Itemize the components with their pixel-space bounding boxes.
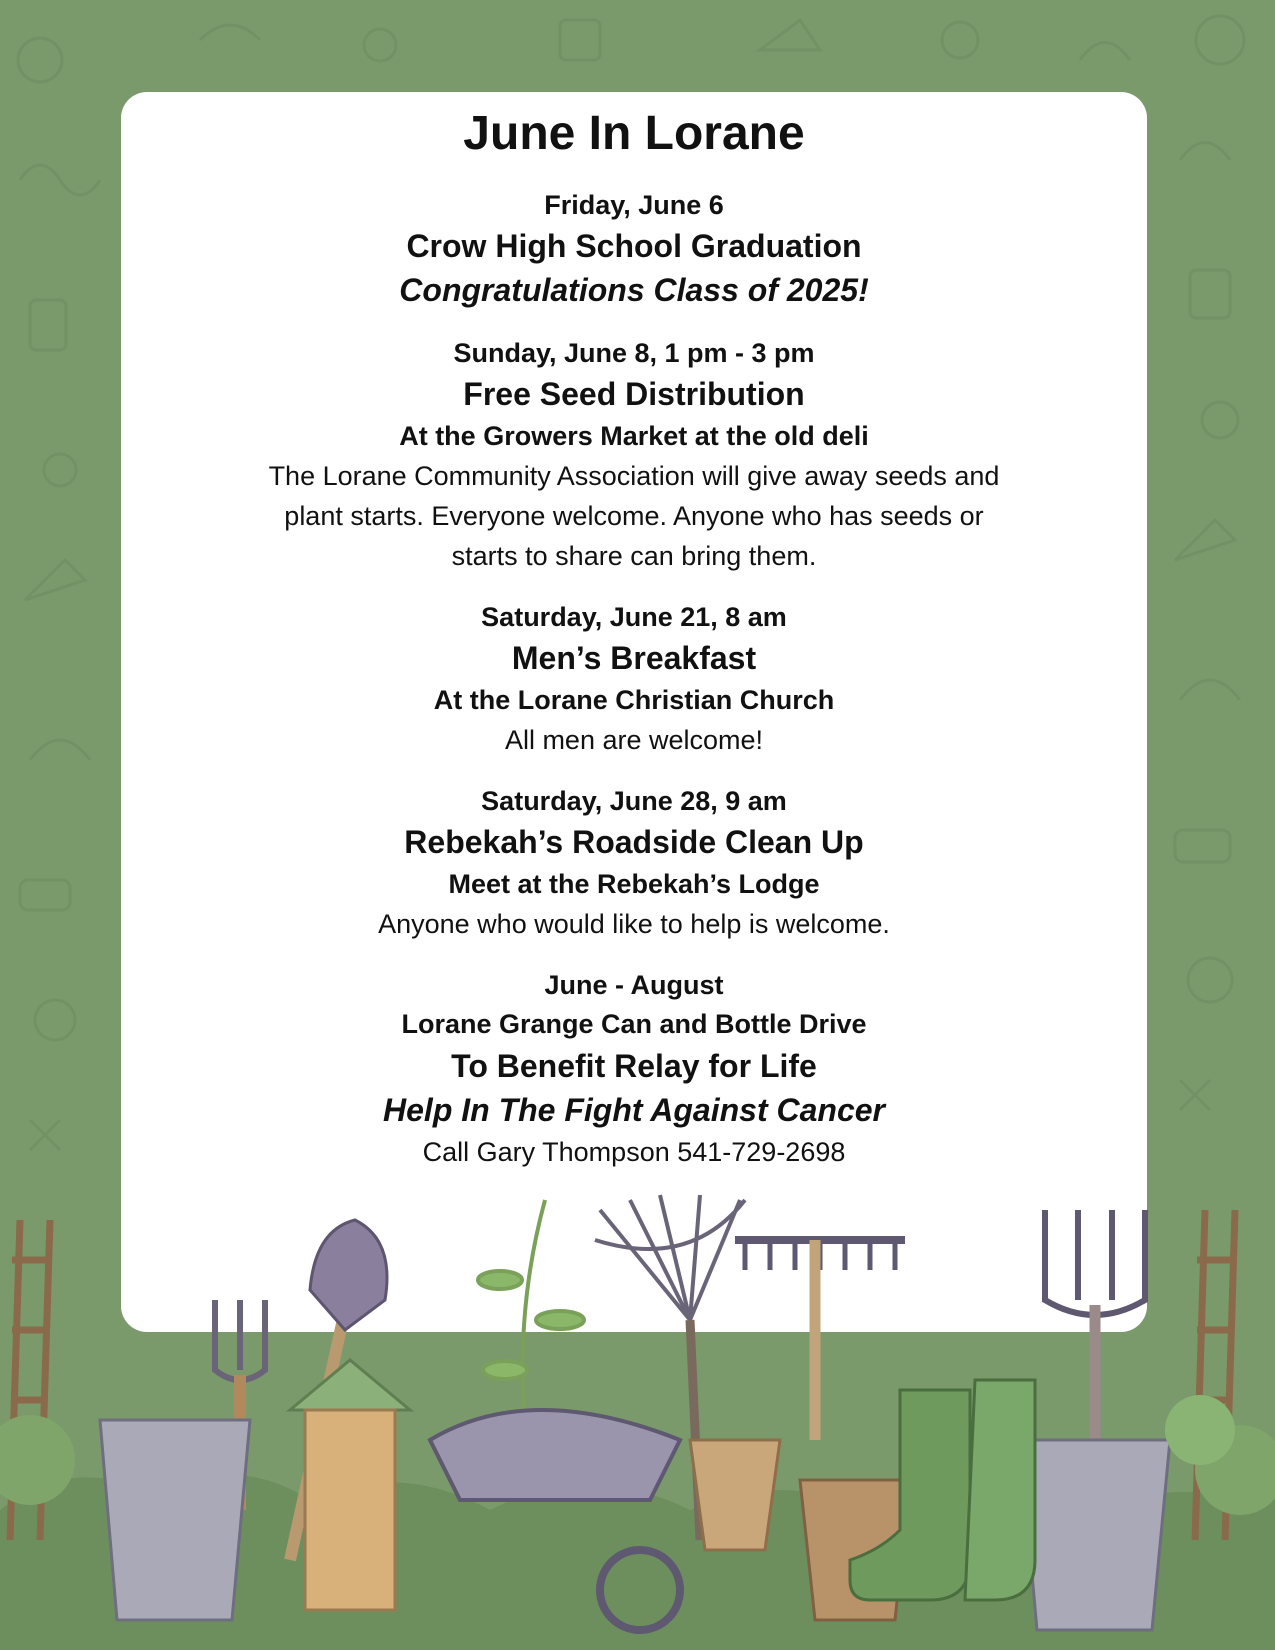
event-date: Saturday, June 28, 9 am	[481, 786, 787, 816]
page-title: June In Lorane	[463, 107, 805, 160]
event-mens-breakfast	[121, 598, 1147, 760]
event-roadside-cleanup	[121, 782, 1147, 944]
event-date: Saturday, June 21, 8 am	[481, 602, 787, 632]
event-date: Sunday, June 8, 1 pm - 3 pm	[453, 338, 815, 368]
event-name: Men’s Breakfast	[511, 640, 757, 676]
event-bottle-drive	[121, 966, 1147, 1172]
event-name: Crow High School Graduation	[406, 228, 862, 264]
event-graduation	[121, 186, 1147, 312]
flyer-content	[121, 104, 1147, 1194]
event-date: June - August	[544, 970, 724, 1000]
event-description: All men are welcome!	[504, 725, 764, 755]
event-date: Friday, June 6	[544, 190, 724, 220]
event-tagline: Congratulations Class of 2025!	[399, 272, 869, 308]
event-location: At the Growers Market at the old deli	[399, 421, 869, 451]
event-description: Anyone who would like to help is welcome.	[378, 909, 890, 939]
event-contact: Call Gary Thompson 541-729-2698	[422, 1137, 846, 1167]
garden-tools-illustration	[0, 1180, 1275, 1650]
event-description: The Lorane Community Association will give away seeds and plant starts. Everyone welcome. Anyone who has seeds or starts to share can bring them.	[268, 461, 1000, 571]
event-name: To Benefit Relay for Life	[451, 1048, 817, 1084]
event-seed-distribution	[121, 334, 1147, 576]
event-tagline: Help In The Fight Against Cancer	[383, 1092, 885, 1128]
event-organizer: Lorane Grange Can and Bottle Drive	[401, 1009, 867, 1039]
event-location: At the Lorane Christian Church	[433, 685, 835, 715]
event-location: Meet at the Rebekah’s Lodge	[448, 869, 820, 899]
event-name: Rebekah’s Roadside Clean Up	[404, 824, 864, 860]
event-name: Free Seed Distribution	[463, 376, 805, 412]
